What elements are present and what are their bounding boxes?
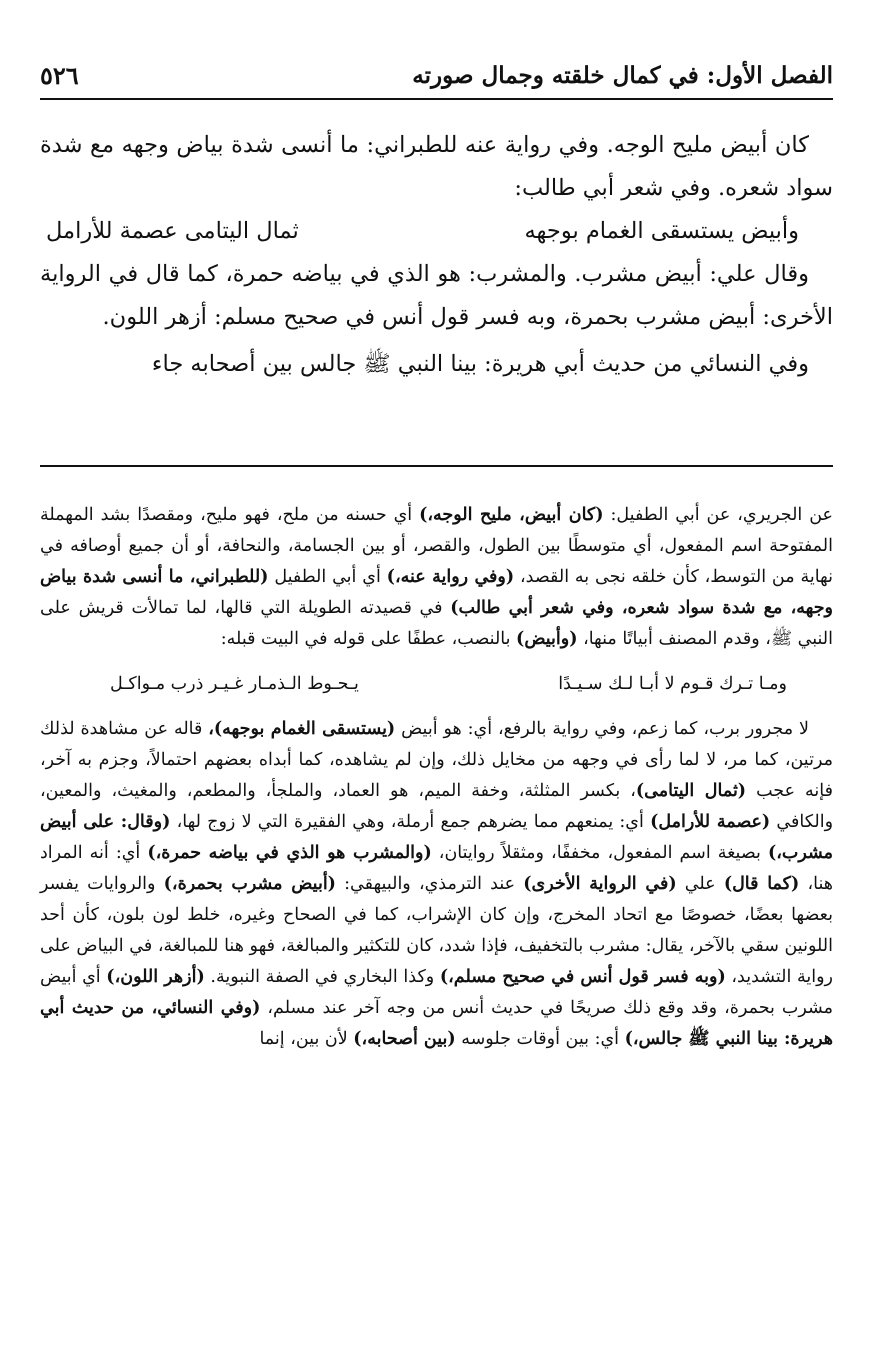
verse-second-hemistich: ثمال اليتامى عصمة للأرامل (46, 218, 299, 244)
commentary-text-span: علي (676, 874, 724, 894)
commentary-text-span: بصيغة اسم المفعول، مخففًا، ومثقلاً روايتان، (431, 843, 768, 863)
page-number: ٥٢٦ (40, 60, 79, 90)
quoted-text-span: (كان أبيض، مليح الوجه،) (419, 505, 604, 525)
commentary-text-span: في قصيدته الطويلة التي قالها، لما تمالأت قريش على النبي ﷺ، وقدم المصنف أبياتًا منها، (40, 598, 833, 649)
page-header (40, 58, 833, 100)
commentary-text-span: أي: بين أوقات جلوسه (455, 1029, 625, 1049)
commentary-text-span: وكذا البخاري في الصفة النبوية. (204, 967, 440, 987)
quoted-text-span: (والمشرب هو الذي في بياضه حمرة،) (147, 843, 432, 863)
footnote-divider (40, 465, 833, 467)
quoted-text-span: (بين أصحابه،) (353, 1029, 456, 1049)
main-paragraph-2: وقال علي: أبيض مشرب. والمشرب: هو الذي في بياضه حمرة، كما قال في الرواية الأخرى: أبيض مشرب بحمرة، وبه فسر قول أنس في صحيح مسلم: أزهر اللون. (40, 261, 833, 330)
commentary-text-span: لا مجرور برب، كما زعم، وفي رواية بالرفع، أي: هو أبيض (395, 719, 809, 739)
quoted-text-span: (ثمال اليتامى) (635, 781, 747, 801)
quoted-text-span: (وقال: على أبيض مشرب،) (40, 812, 833, 863)
quoted-text-span: (عصمة للأرامل) (650, 812, 771, 832)
commentary-text-span: أي حسنه من ملح، فهو مليح، ومقصدًا بشد المهملة المفتوحة اسم المفعول، أي متوسطًا بين الطول، والقصر، أو بين الجسامة، والنحافة، أو أن جميع أوصافه في نهاية من التوسط، كأن خلقه نجى به القصد، (40, 505, 833, 587)
commentary-text-span: أي أبي الطفيل (268, 567, 387, 587)
commentary-text-span: عند الترمذي، والبيهقي: (335, 874, 524, 894)
main-paragraph-3: وفي النسائي من حديث أبي هريرة: بينا النبي ﷺ جالس بين أصحابه جاء (151, 351, 809, 377)
quoted-text-span: (أزهر اللون،) (106, 967, 205, 987)
commentary-text-span: أي: أنه المراد هنا، (40, 843, 833, 894)
commentary-paragraph-1 (40, 500, 833, 655)
commentary-paragraph-2 (40, 714, 833, 1055)
quoted-text-span: (وفي النسائي، من حديث أبي هريرة: بينا النبي ﷺ جالس،) (40, 998, 833, 1049)
commentary-text (40, 500, 833, 1055)
commentary-text-span: أي: يمنعهم مما يضرهم جمع أرملة، وهي الفقيرة التي لا زوج لها، (170, 812, 651, 832)
main-text (40, 124, 833, 386)
quoted-text-span: (في الرواية الأخرى) (523, 874, 677, 894)
commentary-verse-first-hemistich: ومـا تـرك قـوم لا أبـا لـك سـيـدًا (558, 674, 787, 694)
commentary-text-span: قاله عن مشاهدة لذلك مرتين، كما مر، لا لما رأى في وجهه من مخايل ذلك، وإن لم يشاهده، كما أبداه بعضهم احتمالاً، وجزم به آخر، فإنه عجب (40, 719, 833, 801)
main-paragraph-1: كان أبيض مليح الوجه. وفي رواية عنه للطبراني: ما أنسى شدة بياض وجهه مع شدة سواد شعره. وفي شعر أبي طالب: (40, 132, 833, 201)
commentary-text-span: عن الجريري، عن أبي الطفيل: (603, 505, 834, 525)
quoted-text-span: (للطبراني، ما أنسى شدة بياض وجهه، مع شدة سواد شعره، وفي شعر أبي طالب) (40, 567, 833, 618)
commentary-text-span: ، بكسر المثلثة، وخفة الميم، هو العماد، والملجأ، والمطعم، والمغيث، والمعين، والكافي (40, 781, 834, 832)
commentary-text-span: بالنصب، عطفًا على قوله في البيت قبله: (220, 629, 517, 649)
chapter-title: الفصل الأول: في كمال خلقته وجمال صورته (412, 61, 833, 89)
quoted-text-span: (وفي رواية عنه،) (386, 567, 515, 587)
commentary-text-span: لأن بين، إنما (259, 1029, 354, 1049)
quoted-text-span: (وأبيض) (516, 629, 578, 649)
verse-first-hemistich: وأبيض يستسقى الغمام بوجهه (524, 218, 799, 244)
commentary-verse (40, 655, 833, 714)
commentary-text-span: والروايات يفسر بعضها بعضًا، خصوصًا مع اتحاد المخرج، وإن كان الإشراب، كما في الصحاح وغيره، خلط لون بلون، كأن أحد اللونين سقي بالآخر، يقال: مشرب بالتخفيف، فإذا شدد، كان للتكثير والمبالغة، فهو هنا للمبالغة، في البياض على رواية التشديد، (40, 874, 833, 987)
quoted-text-span: (أبيض مشرب بحمرة،) (163, 874, 336, 894)
main-verse (40, 210, 833, 253)
quoted-text-span: (وبه فسر قول أنس في صحيح مسلم،) (439, 967, 726, 987)
commentary-verse-second-hemistich: يـحـوط الـذمـار غـيـر ذرب مـواكـل (110, 674, 359, 694)
commentary-text-span: أي أبيض مشرب بحمرة، وقد وقع ذلك صريحًا في حديث أنس من وجه آخر عند مسلم، (40, 967, 833, 1018)
quoted-text-span: (كما قال) (723, 874, 800, 894)
quoted-text-span: (يستسقى الغمام بوجهه)، (208, 719, 396, 739)
